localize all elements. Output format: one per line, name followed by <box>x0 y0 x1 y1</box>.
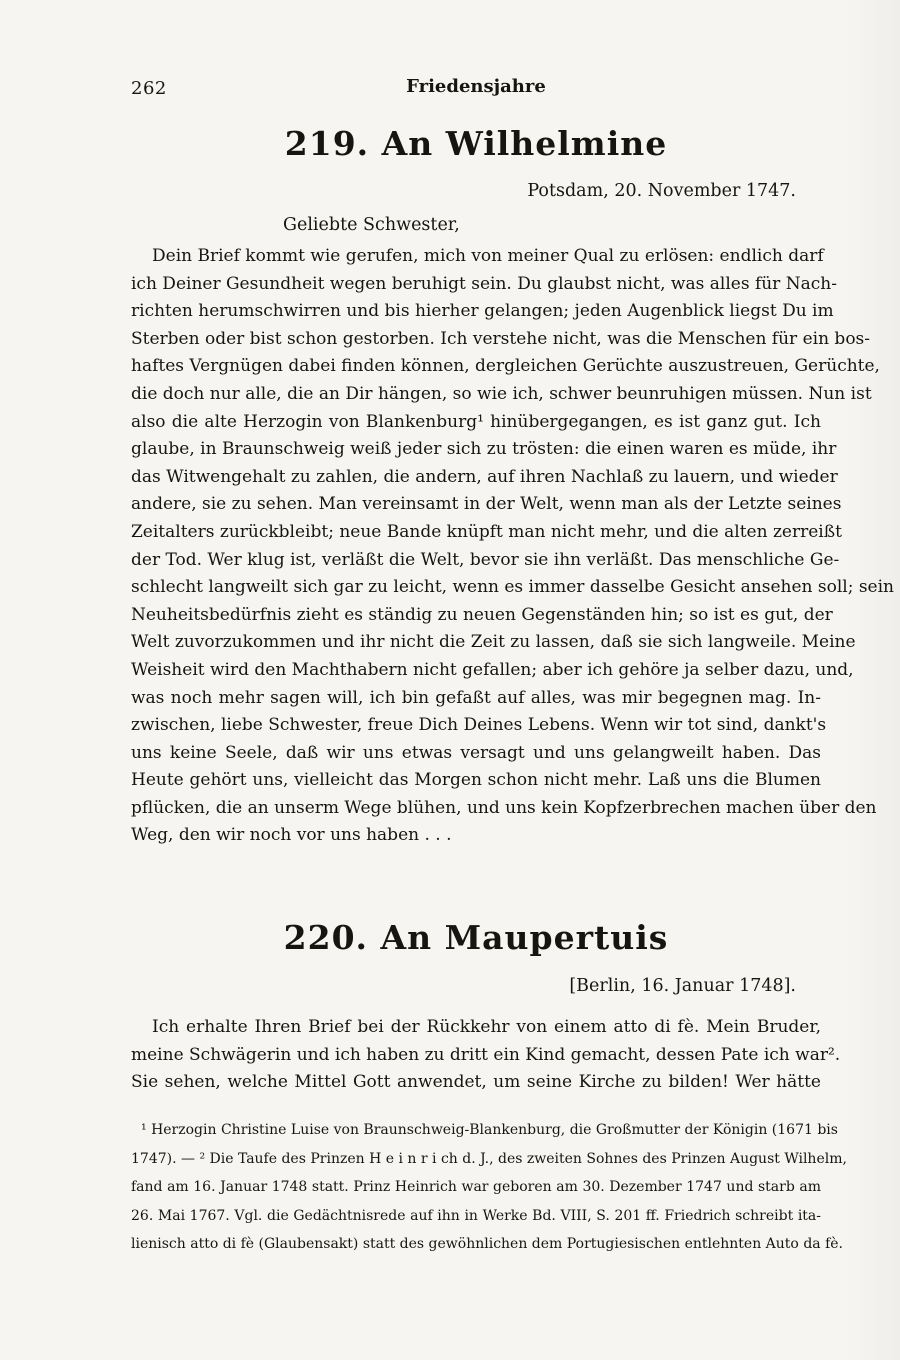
text-line: schlecht langweilt sich gar zu leicht, wenn es immer dasselbe Gesicht ansehen soll; sein <box>131 577 895 598</box>
text-line: glaube, in Braunschweig weiß jeder sich zu trösten: die einen waren es müde, ihr <box>131 439 837 460</box>
letter-219-body <box>131 243 895 850</box>
text-line: also die alte Herzogin von Blankenburg¹ hinübergegangen, es ist ganz gut. Ich <box>131 411 821 432</box>
text-line: ich Deiner Gesundheit wegen beruhigt sein. Du glaubst nicht, was alles für Nach- <box>131 273 837 294</box>
text-line: Zeitalters zurückbleibt; neue Bande knüpft man nicht mehr, und die alten zerreißt <box>131 521 842 542</box>
running-header: Friedensjahre <box>406 76 546 97</box>
text-line: Dein Brief kommt wie gerufen, mich von meiner Qual zu erlösen: endlich darf <box>152 246 824 266</box>
text-line: was noch mehr sagen will, ich bin gefaßt auf alles, was mir begegnen mag. In- <box>131 687 821 708</box>
text-line: Heute gehört uns, vielleicht das Morgen schon nicht mehr. Laß uns die Blumen <box>131 770 821 791</box>
text-line: ¹ Herzogin Christine Luise von Braunschweig-Blankenburg, die Großmutter der Königin (1671 bis <box>141 1122 838 1138</box>
text-line: 1747). — ² Die Taufe des Prinzen H e i n r i ch d. J., des zweiten Sohnes des Prinzen August Wilhelm, <box>131 1150 847 1167</box>
text-line: andere, sie zu sehen. Man vereinsamt in der Welt, wenn man als der Letzte seines <box>131 494 842 515</box>
text-line: Weg, den wir noch vor uns haben . . . <box>131 825 452 846</box>
text-line: haftes Vergnügen dabei finden können, dergleichen Gerüchte auszustreuen, Gerüchte, <box>131 356 880 377</box>
text-line: 26. Mai 1767. Vgl. die Gedächtnisrede auf ihn in Werke Bd. VIII, S. 201 ff. Friedrich schreibt ita- <box>131 1207 821 1224</box>
text-line: Neuheitsbedürfnis zieht es ständig zu neuen Gegenständen hin; so ist es gut, der <box>131 604 833 625</box>
text-line: Welt zuvorzukommen und ihr nicht die Zeit zu lassen, daß sie sich langweile. Meine <box>131 632 856 653</box>
letter-219-title: 219. An Wilhelmine <box>284 124 668 163</box>
text-line: die doch nur alle, die an Dir hängen, so wie ich, schwer beunruhigen müssen. Nun ist <box>131 383 872 404</box>
letter-220-body <box>131 1014 841 1097</box>
text-line: meine Schwägerin und ich haben zu dritt ein Kind gemacht, dessen Pate ich war². <box>131 1044 841 1065</box>
text-line: lienisch atto di fè (Glaubensakt) statt des gewöhnlichen dem Portugiesischen entlehnten Auto da fè. <box>131 1236 843 1253</box>
letter-220-dateline: [Berlin, 16. Januar 1748]. <box>569 976 796 996</box>
text-line: der Tod. Wer klug ist, verläßt die Welt, bevor sie ihn verläßt. Das menschliche Ge- <box>131 549 840 570</box>
text-line: Ich erhalte Ihren Brief bei der Rückkehr von einem atto di fè. Mein Bruder, <box>152 1017 821 1037</box>
text-line: Sie sehen, welche Mittel Gott anwendet, um seine Kirche zu bilden! Wer hätte <box>131 1072 821 1093</box>
text-line: das Witwengehalt zu zahlen, die andern, auf ihren Nachlaß zu lauern, und wieder <box>131 466 838 487</box>
text-line: pflücken, die an unserm Wege blühen, und uns kein Kopfzerbrechen machen über den <box>131 797 877 818</box>
text-line: fand am 16. Januar 1748 statt. Prinz Heinrich war geboren am 30. Dezember 1747 und starb am <box>131 1179 821 1196</box>
text-line: Weisheit wird den Machthabern nicht gefallen; aber ich gehöre ja selber dazu, und, <box>131 659 854 680</box>
letter-220-title: 220. An Maupertuis <box>283 918 669 957</box>
letter-219-dateline: Potsdam, 20. November 1747. <box>527 181 796 201</box>
text-line: zwischen, liebe Schwester, freue Dich Deines Lebens. Wenn wir tot sind, dankt's <box>131 715 827 736</box>
text-line: uns keine Seele, daß wir uns etwas versagt und uns gelangweilt haben. Das <box>131 742 821 763</box>
page-number: 262 <box>131 78 167 99</box>
text-line: richten herumschwirren und bis hierher gelangen; jeden Augenblick liegst Du im <box>131 301 834 322</box>
footnotes <box>131 1116 847 1259</box>
text-line: Sterben oder bist schon gestorben. Ich verstehe nicht, was die Menschen für ein bos- <box>131 328 871 349</box>
letter-219-salutation: Geliebte Schwester, <box>283 215 460 235</box>
